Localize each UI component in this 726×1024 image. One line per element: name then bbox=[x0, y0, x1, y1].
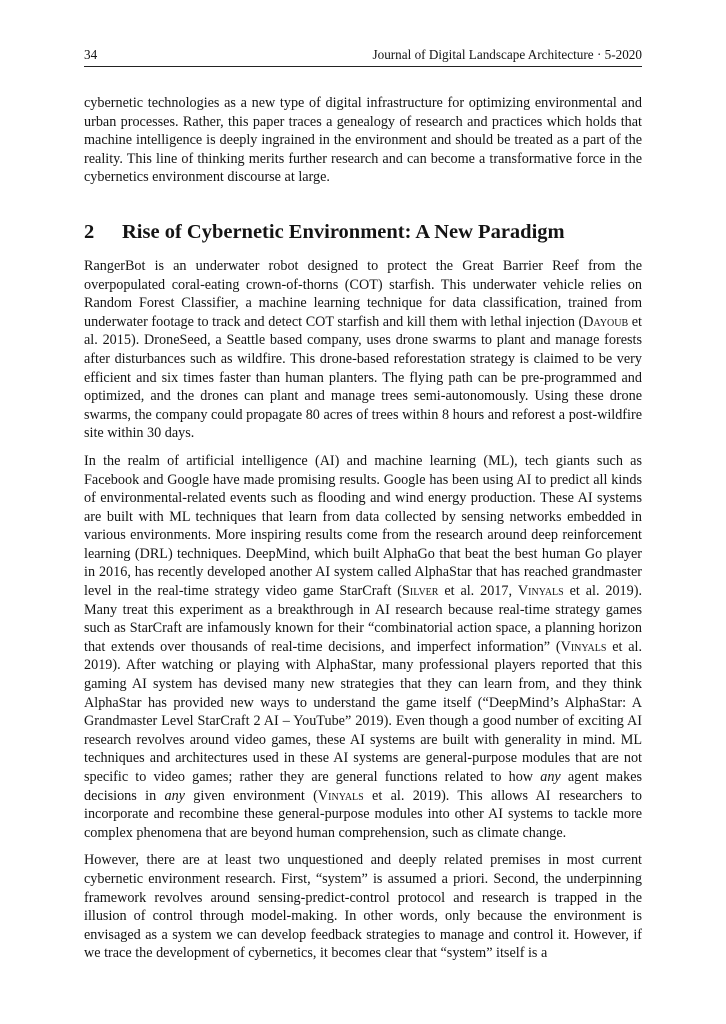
section-title: Rise of Cybernetic Environment: A New Paradigm bbox=[122, 220, 565, 243]
text-run: given environment ( bbox=[184, 787, 318, 804]
text-run: RangerBot is an underwater robot designed to protect the Great Barrier Reef from the overpopulated coral-eating crown-of-thorns (COT) starfish. This underwater vehicle relies on Random Forest Classifier, a machine learning technique for data classification, trained from underwater footage to track and detect COT starfish and kill them with lethal injection ( bbox=[84, 257, 642, 330]
text-run: In the realm of artificial intelligence (AI) and machine learning (ML), tech giants such as Facebook and Google have made promising results. Google has been using AI to predict all kinds of environmental-related events such as flooding and wind energy production. These AI systems are built with ML techniques that learn from data collected by sensing networks embedded in various environments. More inspiring results come from the research around deep reinforcement learning (DRL) techniques. DeepMind, which built AlphaGo that beat the best human Go player in 2016, has recently developed another AI system called AlphaStar that has reached grandmaster level in the real-time strategy video game StarCraft ( bbox=[84, 452, 642, 600]
text-run: et al. 2019). Many treat this experiment as a breakthrough in AI research because real-time strategy games such as StarCraft are infamously known for their “combinatorial action space, a planning horizon that extends over thousands of real-time decisions, and imperfect information” ( bbox=[84, 583, 643, 655]
citation-author: Dayoub bbox=[583, 313, 629, 330]
paragraph-premises: However, there are at least two unquestioned and deeply related premises in most current cybernetic environment research. First, “system” is assumed a priori. Second, the underpinning framework revolves around sensing-predict-control protocol and research is trapped in the illusion of control through model-making. In other words, only because the environment is envisaged as a system we can develop feedback strategies to manage and control it. However, if we trace the development of cybernetics, it becomes clear that “system” itself is a bbox=[84, 852, 642, 962]
paragraph-rangerbot bbox=[84, 257, 642, 443]
emphasis: any bbox=[540, 769, 561, 785]
journal-title: Journal of Digital Landscape Architecture · 5-2020 bbox=[372, 47, 642, 62]
text-run: et al. 2019). After watching or playing with AlphaStar, many professional players reported that this gaming AI system has devised many new strategies that they can learn from, and they think AlphaStar has provided new ways to understand the game itself (“DeepMind’s AlphaStar: A Grandmaster Level StarCraft 2 AI – YouTube” 2019). Even though a good number of exciting AI research revolves around video games, these AI systems are built with generality in mind. ML techniques and architectures used in these AI systems are general-purpose modules that are not specific to video games; rather they are general functions related to how bbox=[84, 638, 642, 785]
paragraph-ai-ml bbox=[84, 452, 642, 842]
text-run: agent makes decisions in bbox=[84, 769, 643, 804]
running-header bbox=[84, 46, 642, 67]
body-text bbox=[84, 94, 642, 972]
citation-author: Vinyals bbox=[560, 638, 607, 655]
text-run: et al. 2019). This allows AI researchers to incorporate and recombine these general-purpose modules into other AI systems to tackle more complex phenomena that are beyond human comprehension, such as climate change. bbox=[84, 787, 642, 841]
page-number: 34 bbox=[84, 47, 98, 62]
text-run: et al. 2017, bbox=[438, 583, 518, 600]
section-heading bbox=[84, 220, 642, 244]
citation-author: Silver bbox=[402, 583, 439, 600]
section-number: 2 bbox=[84, 220, 95, 243]
citation-author: Vinyals bbox=[517, 583, 564, 600]
emphasis: any bbox=[164, 787, 185, 804]
text-run: et al. 2015). DroneSeed, a Seattle based company, uses drone swarms to plant and manage forests after disturbances such as wildfire. This drone-based reforestation strategy is claimed to be very efficient and six times faster than human planters. The flying path can be pre-programmed and optimized, and the drones can plant and manage trees semi-autonomously. Using these drone swarms, the company could propagate 80 acres of trees within 8 hours and reforest a post-wildfire site within 30 days. bbox=[84, 313, 642, 442]
citation-author: Vinyals bbox=[317, 787, 364, 804]
paragraph-intro-continued: cybernetic technologies as a new type of digital infrastructure for optimizing environmental and urban processes. Rather, this paper traces a genealogy of research and practices which holds that machine intelligence is deeply ingrained in the environment and should be treated as a part of the reality. This line of thinking merits further research and can become a transformative force in the cybernetics environment discourse at large. bbox=[84, 95, 642, 186]
